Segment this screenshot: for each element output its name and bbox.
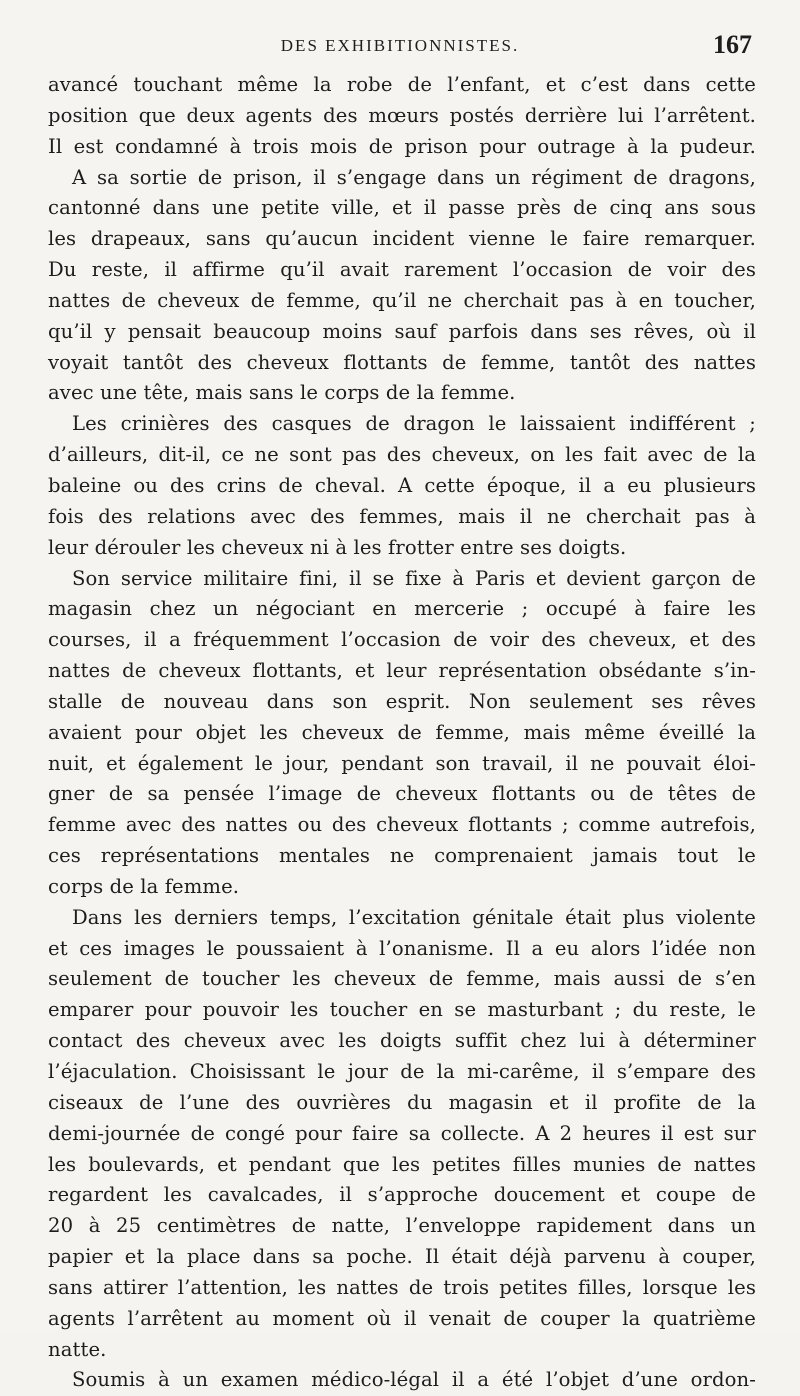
- text-line: sans attirer l’attention, les nattes de trois petites filles, lorsque les: [48, 1275, 756, 1299]
- text-line: Son service militaire fini, il se fixe à Paris et devient garçon de: [72, 566, 756, 590]
- text-line: qu’il y pensait beaucoup moins sauf parfois dans ses rêves, où il: [48, 319, 756, 343]
- text-line: cantonné dans une petite ville, et il passe près de cinq ans sous: [48, 196, 756, 220]
- body-text: [48, 70, 756, 1396]
- text-line: position que deux agents des mœurs postés derrière lui l’arrêtent.: [48, 103, 756, 127]
- text-line: regardent les cavalcades, il s’approche doucement et coupe de: [48, 1183, 756, 1207]
- text-line: courses, il a fréquemment l’occasion de voir des cheveux, et des: [48, 628, 756, 652]
- text-line: Dans les derniers temps, l’excitation génitale était plus violente: [72, 905, 756, 929]
- text-line: femme avec des nattes ou des cheveux flottants ; comme autrefois,: [48, 813, 756, 837]
- text-line: ciseaux de l’une des ouvrières du magasin et il profite de la: [48, 1090, 756, 1114]
- text-line: papier et la place dans sa poche. Il était déjà parvenu à couper,: [48, 1245, 756, 1269]
- text-line: gner de sa pensée l’image de cheveux flottants ou de têtes de: [48, 782, 756, 806]
- text-line: Du reste, il affirme qu’il avait rarement l’occasion de voir des: [48, 258, 756, 282]
- text-line: voyait tantôt des cheveux flottants de femme, tantôt des nattes: [48, 350, 756, 374]
- text-line: les boulevards, et pendant que les petites filles munies de nattes: [48, 1152, 756, 1176]
- page-number: 167: [713, 30, 752, 59]
- text-line: baleine ou des crins de cheval. A cette époque, il a eu plusieurs: [48, 473, 756, 497]
- text-line: A sa sortie de prison, il s’engage dans un régiment de dragons,: [72, 165, 756, 189]
- text-line: corps de la femme.: [48, 874, 240, 898]
- text-line: demi-journée de congé pour faire sa collecte. A 2 heures il est sur: [48, 1121, 756, 1145]
- text-line: les drapeaux, sans qu’aucun incident vienne le faire remarquer.: [48, 227, 756, 251]
- text-line: natte.: [48, 1337, 107, 1361]
- text-line: leur dérouler les cheveux ni à les frotter entre ses doigts.: [48, 535, 627, 559]
- text-line: ces représentations mentales ne comprenaient jamais tout le: [48, 844, 756, 868]
- text-line: nattes de cheveux de femme, qu’il ne cherchait pas à en toucher,: [48, 288, 756, 312]
- running-head: [48, 30, 752, 62]
- text-line: nattes de cheveux flottants, et leur représentation obsédante s’in-: [48, 659, 756, 683]
- text-line: 20 à 25 centimètres de natte, l’enveloppe rapidement dans un: [48, 1214, 756, 1238]
- text-line: contact des cheveux avec les doigts suffit chez lui à déterminer: [48, 1029, 756, 1053]
- text-line: Soumis à un examen médico-légal il a été l’objet d’une ordon-: [72, 1368, 756, 1392]
- text-line: avaient pour objet les cheveux de femme, mais même éveillé la: [48, 720, 756, 744]
- text-line: nuit, et également le jour, pendant son travail, il ne pouvait éloi-: [48, 751, 756, 775]
- text-line: stalle de nouveau dans son esprit. Non seulement ses rêves: [48, 689, 756, 713]
- text-line: agents l’arrêtent au moment où il venait de couper la quatrième: [48, 1306, 756, 1330]
- text-line: l’éjaculation. Choisissant le jour de la mi-carême, il s’empare des: [48, 1060, 756, 1083]
- text-line: magasin chez un négociant en mercerie ; occupé à faire les: [48, 597, 756, 621]
- text-line: avancé touchant même la robe de l’enfant, et c’est dans cette: [48, 73, 756, 96]
- text-line: Les crinières des casques de dragon le laissaient indifférent ;: [72, 412, 756, 436]
- text-line: et ces images le poussaient à l’onanisme. Il a eu alors l’idée non: [48, 936, 756, 960]
- text-line: emparer pour pouvoir les toucher en se masturbant ; du reste, le: [48, 998, 756, 1022]
- text-line: seulement de toucher les cheveux de femme, mais aussi de s’en: [48, 967, 756, 991]
- text-line: d’ailleurs, dit-il, ce ne sont pas des cheveux, on les fait avec de la: [48, 443, 756, 467]
- text-line: fois des relations avec des femmes, mais il ne cherchait pas à: [48, 504, 756, 528]
- text-line: Il est condamné à trois mois de prison pour outrage à la pudeur.: [48, 134, 756, 158]
- running-title: DES EXHIBITIONNISTES.: [280, 36, 520, 55]
- text-line: avec une tête, mais sans le corps de la femme.: [48, 381, 516, 405]
